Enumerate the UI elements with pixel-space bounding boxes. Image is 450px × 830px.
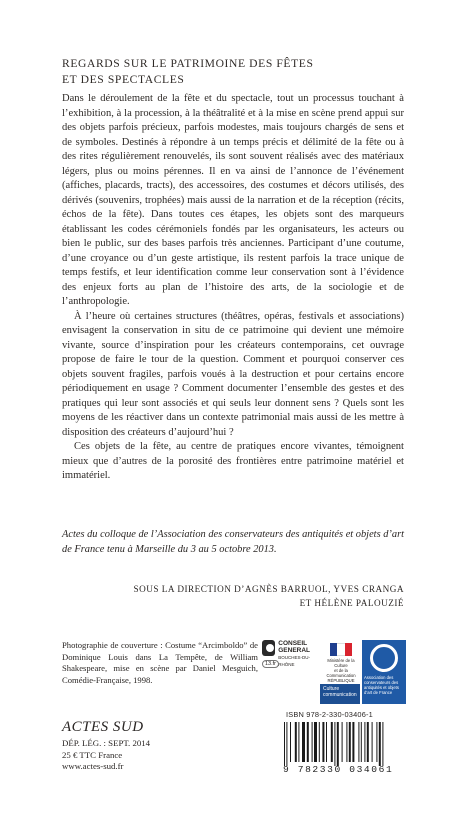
paragraph-1: Dans le déroulement de la fête et du spectacle, tout un processus touchant à l’exhibition, à la procession, à la théâtralité et à la mise en scène prend appui sur des objets parfois précieux, parfois modestes, mais toujours chargés de sens et de symboles. Destinés à répondre à un temps précis et délimité de la fête ou à des rites régulièrement renouvelés, ils sont souvent réalisés avec des matériaux légers, plus ou moins pérennes. Il en va ainsi de l’annonce de l’événement (affiches, placards, tracts), des accessoires, des costumes et décors utilisés, des dérivés (souvenirs, trophées) mais aussi de la narration et de la réception (récits, échos de la fête). Dans toutes ces étapes, les objets sont des marqueurs établissant les codes cérémoniels fondés par les organisateurs, les acteurs ou bien le public, sur des bases parfois très anciennes. Participant d’une coutume, d’une croyance ou d’un geste artistique, ils restent parfois la trace unique de temps festifs, et leur identification comme leur conservation sont à l’évidence des enjeux forts au plan de l’histoire des arts, de la sociologie et de l’anthropologie. [62, 93, 404, 307]
title-line-2: ET DES SPECTACLES [62, 73, 185, 86]
editors-line-1: SOUS LA DIRECTION D’AGNÈS BARRUOL, YVES CRANGA [133, 584, 404, 594]
acoa-text: Association des conservateurs des antiquités et objets d’art de France [364, 675, 399, 695]
editors-line-2: ET HÉLÈNE PALOUZIÉ [299, 598, 404, 608]
cg-line-3: BOUCHES-DU-RHÔNE [278, 655, 311, 667]
barcode-digits: 9 782330 034061 [283, 764, 394, 775]
ministere-culture-logo [322, 640, 360, 682]
title-line-1: REGARDS SUR LE PATRIMOINE DES FÊTES [62, 57, 314, 70]
culture-line-2: communication [323, 692, 357, 698]
conseil-general-mark-icon [262, 640, 275, 656]
paragraph-3: Ces objets de la fête, au centre de pratiques encore vivantes, témoignent mieux que d’autres de la porosité des frontières entre patrimoine matériel et immatériel. [62, 441, 404, 481]
conseil-general-text [278, 640, 318, 668]
ministere-line-2: et de la Communication [326, 668, 356, 678]
acoa-ring-icon [370, 644, 398, 672]
french-flag-icon [330, 643, 352, 656]
culture-line-1: Culture [323, 686, 340, 692]
publisher-website: www.actes-sud.fr [62, 761, 124, 771]
editors-credit [84, 582, 404, 610]
price: 25 € TTC France [62, 749, 123, 760]
barcode-icon [282, 722, 408, 766]
conseil-general-logo [262, 640, 318, 676]
publisher-name: ACTES SUD [62, 719, 144, 735]
paragraph-2: À l’heure où certaines structures (théâtres, opéras, festivals et associations) envisagent la conservation in situ de ce patrimoine qui devient une mémoire vivante, source d’inspiration pour les créateurs contemporains, cet ouvrage propose de faire le tour de la question. Comment et pourquoi conserver ces objets souvent fragiles, parfois voués à la destruction et pour certains encore périodiquement en usage ? Comment documenter l’ensemble des gestes et des pratiques qui leur sont associés et qui seuls leur donnent sens ? Quels sont les moyens de les réactiver dans un contexte patrimonial mais aussi de les mettre à disposition des créateurs d’aujourd’hui ? [62, 310, 404, 438]
cg-code: 13.fr [262, 660, 279, 668]
legal-deposit: DÉP. LÉG. : SEPT. 2014 [62, 738, 151, 748]
ministere-line-1: Ministère de la Culture [327, 658, 355, 668]
ministere-line-3: RÉPUBLIQUE [327, 678, 355, 683]
cover-photo-credit: Photographie de couverture : Costume “Arcimboldo” de Dominique Louis dans La Tempête, de William Shakespeare, mise en scène par Daniel Mesguich, Comédie-Française, 1998. [62, 640, 258, 685]
proceedings-note: Actes du colloque de l’Association des conservateurs des antiquités et objets d’art de France tenu à Marseille du 3 au 5 octobre 2013. [62, 529, 404, 555]
acoa-logo [362, 640, 406, 704]
isbn: ISBN 978-2-330-03406-1 [286, 710, 373, 719]
book-title [62, 56, 402, 88]
culture-communication-logo [320, 684, 360, 704]
legal-info [62, 738, 242, 773]
cg-line-1: CONSEIL [278, 640, 308, 647]
cg-line-2: GENERAL [278, 647, 311, 654]
summary-text [62, 92, 404, 484]
